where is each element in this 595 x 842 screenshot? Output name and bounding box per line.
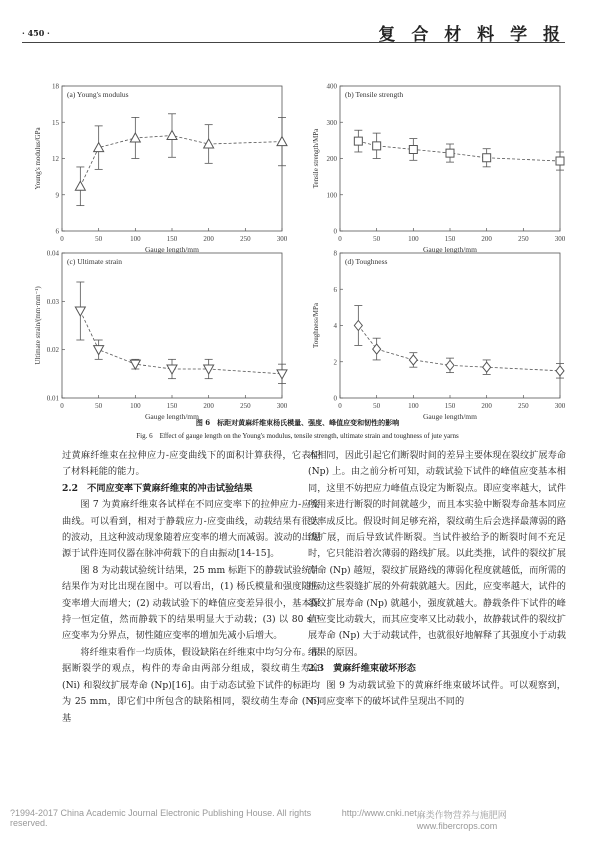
y-tick-label: 400 xyxy=(326,82,337,91)
data-point xyxy=(483,154,491,162)
paragraph: 本相同，因此引起它们断裂时间的差异主要体现在裂纹扩展寿命 (Np) 上。由之前分析可知，动载试验下试件的峰值应变基本相同，这里不妨把应力峰值点设定为断裂点。即应变率越大，试件所用来进行断裂的时间就越少，而且本实验中断裂寿命基本同应变率成反比。假设时间足够充裕，裂纹萌生后会选择最薄弱的路线扩展，而后导致试件断裂。当试件被给予的断裂时间不充足时，它只能沿着次薄弱的路线扩展。以此类推，试件的裂纹扩展寿命 (Np) 越短，裂纹扩展路线的薄弱化程度就越低，而所需的推动这些裂缝扩展的外荷载就越大。因此，应变率越大，试件的裂纹扩展寿命 (Np) 就越小，强度就越大。静载条件下试件的峰值应变比动载大，而其应变率又比动载小，故静载试件的裂纹扩展寿命 (Np) 大于动载试件，也就很好地解释了其强度小于动载结果的原因。 xyxy=(308,450,566,658)
data-point xyxy=(409,145,417,153)
data-point xyxy=(354,321,362,331)
figure-caption-cn: 图 6 标距对黄麻纤维束杨氏模量、强度、峰值应变和韧性的影响 xyxy=(195,418,400,427)
y-tick-label: 0 xyxy=(333,394,337,403)
paragraph: 过黄麻纤维束在拉伸应力-应变曲线下的面积计算获得，它表征了材料耗能的能力。 xyxy=(62,450,320,478)
y-axis-label: Tensile strength/MPa xyxy=(312,128,320,189)
x-tick-label: 250 xyxy=(240,235,251,243)
data-point xyxy=(204,365,214,374)
x-tick-label: 0 xyxy=(60,402,64,410)
panel-label: (c) Ultimate strain xyxy=(67,257,122,266)
x-tick-label: 100 xyxy=(408,235,419,243)
data-point xyxy=(167,131,177,140)
plot-frame xyxy=(62,86,282,231)
figure-caption-en: Fig. 6 Effect of gauge length on the Young's modulus, tensile strength, ultimate strain and toughness of jute yarns xyxy=(136,432,459,440)
x-tick-label: 250 xyxy=(518,235,529,243)
section-heading: 2.2 不同应变率下黄麻纤维束的冲击试验结果 xyxy=(62,482,253,494)
y-tick-label: 100 xyxy=(326,191,337,200)
data-point xyxy=(130,133,140,142)
x-tick-label: 150 xyxy=(166,402,178,410)
y-axis-label: Toughness/MPa xyxy=(312,302,320,349)
data-point xyxy=(277,370,287,379)
y-tick-label: 18 xyxy=(52,82,59,91)
page-number: · 450 · xyxy=(22,28,50,38)
x-tick-label: 50 xyxy=(95,235,103,243)
header-rule xyxy=(22,42,565,43)
trend-line xyxy=(358,326,560,371)
data-point xyxy=(556,366,564,376)
x-tick-label: 150 xyxy=(166,235,178,243)
x-tick-label: 100 xyxy=(130,235,141,243)
y-axis-label: Young's modulus/GPa xyxy=(34,127,42,190)
section-heading: 2.3 黄麻纤维束破坏形态 xyxy=(308,663,416,675)
x-tick-label: 50 xyxy=(95,402,103,410)
y-tick-label: 200 xyxy=(326,155,337,163)
panel-label: (a) Young's modulus xyxy=(67,90,129,99)
y-tick-label: 15 xyxy=(52,118,59,127)
x-tick-label: 200 xyxy=(481,402,492,410)
trend-line xyxy=(80,311,282,374)
x-tick-label: 200 xyxy=(203,235,214,243)
data-point xyxy=(94,346,104,355)
paragraph: 图 7 为黄麻纤维束各试样在不同应变率下的拉伸应力-应变曲线。可以看到，相对于静载应力-应变曲线，动载结果有很大的波动，且这种波动现象随着应变率的增大而减弱。波动的出现源于试件连同仪器在脉冲荷载下的自由振动[14-15]。 xyxy=(62,499,320,560)
x-axis-label: Gauge length/mm xyxy=(423,245,477,254)
y-tick-label: 9 xyxy=(55,191,59,200)
x-tick-label: 250 xyxy=(240,402,251,410)
copyright-text: ?1994-2017 China Academic Journal Electronic Publishing House. All rights reserved. xyxy=(10,808,312,828)
data-point xyxy=(167,365,177,374)
y-tick-label: 8 xyxy=(333,249,337,258)
data-point xyxy=(75,181,85,190)
x-tick-label: 300 xyxy=(276,235,288,243)
data-point xyxy=(409,355,417,365)
x-tick-label: 250 xyxy=(518,402,529,410)
x-tick-label: 300 xyxy=(554,235,566,243)
panel-label: (b) Tensile strength xyxy=(345,90,404,99)
x-tick-label: 200 xyxy=(203,402,214,410)
y-tick-label: 0.03 xyxy=(46,297,59,306)
x-tick-label: 150 xyxy=(444,235,456,243)
y-tick-label: 0 xyxy=(333,227,337,236)
x-tick-label: 300 xyxy=(276,402,288,410)
x-tick-label: 200 xyxy=(481,235,492,243)
y-tick-label: 300 xyxy=(326,118,337,127)
y-tick-label: 0.01 xyxy=(46,394,59,403)
page-footer xyxy=(10,808,585,831)
x-tick-label: 100 xyxy=(130,402,141,410)
trend-line xyxy=(358,141,560,161)
x-tick-label: 50 xyxy=(373,235,381,243)
y-tick-label: 6 xyxy=(333,285,337,294)
y-tick-label: 6 xyxy=(55,227,59,236)
chart-tensile-strength xyxy=(312,82,566,254)
x-axis-label: Gauge length/mm xyxy=(145,245,199,254)
data-point xyxy=(94,143,104,152)
data-point xyxy=(354,137,362,145)
y-tick-label: 0.04 xyxy=(46,249,59,258)
panel-label: (d) Toughness xyxy=(345,257,388,266)
x-tick-label: 150 xyxy=(444,402,456,410)
source-url[interactable]: http://www.cnki.net xyxy=(341,808,417,818)
watermark-text: 麻类作物营养与施肥网 www.fibercrops.com xyxy=(416,810,507,831)
data-point xyxy=(75,307,85,316)
data-point xyxy=(446,149,454,157)
x-tick-label: 300 xyxy=(554,402,566,410)
chart-ultimate-strain xyxy=(34,249,288,421)
y-tick-label: 4 xyxy=(333,322,337,330)
trend-line xyxy=(80,136,282,187)
data-point xyxy=(446,360,454,370)
y-tick-label: 12 xyxy=(52,155,59,163)
x-axis-label: Gauge length/mm xyxy=(145,412,199,421)
chart-toughness xyxy=(312,249,566,421)
data-point xyxy=(277,137,287,146)
data-point xyxy=(373,142,381,150)
data-point xyxy=(556,157,564,165)
x-axis-label: Gauge length/mm xyxy=(423,412,477,421)
x-tick-label: 0 xyxy=(338,235,342,243)
paragraph: 图 9 为动载试验下的黄麻纤维束破坏试件。可以观察到，不同应变率下的破坏试件呈现出不同的 xyxy=(308,679,566,708)
y-axis-label: Ultimate strain/(mm·mm⁻¹) xyxy=(34,286,42,365)
x-tick-label: 50 xyxy=(373,402,381,410)
body-right-column xyxy=(308,448,566,711)
data-point xyxy=(483,362,491,372)
y-tick-label: 0.02 xyxy=(46,346,59,355)
plot-frame xyxy=(340,253,560,398)
x-tick-label: 0 xyxy=(338,402,342,410)
paragraph: 图 8 为动载试验统计结果，25 mm 标距下的静载试验统计结果作为对比出现在图中。可以看出，(1) 杨氏模量和强度随应变率增大而增大；(2) 动载试验下的峰值应变差异很小，基本保持一恒定值，然而静载下的结果明显大于动载；(3) 以 80 s⁻¹ 应变率为分界点，韧性随应变率的增加先减小后增大。 xyxy=(62,564,320,642)
paragraph: 将纤维束看作一均质体，假设缺陷在纤维束中均匀分布。根据断裂学的观点，构件的寿命由两部分组成，裂纹萌生寿命 (Ni) 和裂纹扩展寿命 (Np)[16]。由于动态试验下试件的标距均为 25 mm，即它们中所包含的缺陷相同，裂纹萌生寿命 (Ni) 基 xyxy=(62,646,320,724)
x-tick-label: 100 xyxy=(408,402,419,410)
y-tick-label: 2 xyxy=(333,358,337,367)
body-left-column xyxy=(62,448,320,727)
journal-title: 复 合 材 料 学 报 xyxy=(378,25,565,45)
x-tick-label: 0 xyxy=(60,235,64,243)
